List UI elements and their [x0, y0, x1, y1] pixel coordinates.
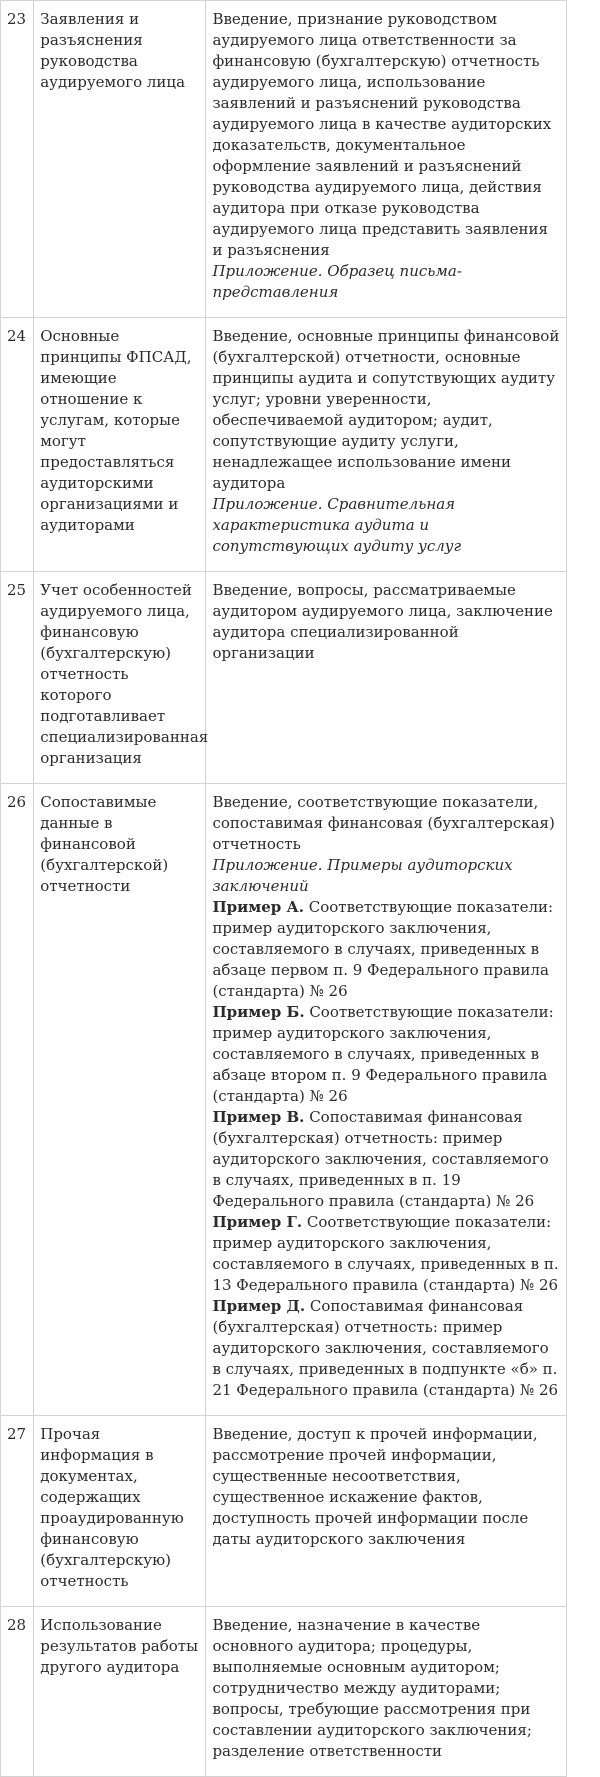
example-text: Сопоставимая финансовая (бухгалтерская) отчетность: пример аудиторского заключения, составляемого в случаях, приведенных в п. 19 Федерального правила (стандарта) № 26	[212, 1108, 549, 1210]
example-text: Соответствующие показатели: пример аудиторского заключения, составляемого в случаях, приведенных в абзаце втором п. 9 Федерального правила (стандарта) № 26	[212, 1003, 554, 1105]
standard-content-cell	[206, 572, 567, 784]
example-label: Пример Б.	[212, 1003, 305, 1021]
standards-table-body	[1, 1, 567, 1777]
table-row	[1, 1607, 567, 1777]
example-text: Соответствующие показатели: пример аудиторского заключения, составляемого в случаях, приведенных в п. 13 Федерального правила (стандарта) № 26	[212, 1213, 559, 1294]
standard-content-cell	[206, 1607, 567, 1777]
standard-content: Введение, назначение в качестве основного аудитора; процедуры, выполняемые основным аудитором; сотрудничество между аудиторами; вопросы, требующие рассмотрения при составлении аудиторского заключения; разделение ответственности	[212, 1616, 532, 1760]
appendix-note: Приложение. Примеры аудиторских заключений	[212, 856, 513, 895]
example-label: Пример В.	[212, 1108, 305, 1126]
table-row	[1, 318, 567, 572]
standard-title: Основные принципы ФПСАД, имеющие отношение к услугам, которые могут предоставляться аудиторскими организациями и аудиторами	[34, 318, 206, 572]
row-number: 25	[1, 572, 34, 784]
standard-title: Использование результатов работы другого аудитора	[34, 1607, 206, 1777]
standard-content: Введение, основные принципы финансовой (бухгалтерской) отчетности, основные принципы аудита и сопутствующих аудиту услуг; уровни уверенности, обеспечиваемой аудитором; аудит, сопутствующие аудиту услуги, ненадлежащее использование имени аудитора	[212, 327, 560, 492]
example-item	[212, 1107, 560, 1212]
example-item	[212, 1212, 560, 1296]
table-row	[1, 784, 567, 1416]
appendix-note: Приложение. Сравнительная характеристика аудита и сопутствующих аудиту услуг	[212, 495, 462, 555]
example-text: Соответствующие показатели: пример аудиторского заключения, составляемого в случаях, приведенных в абзаце первом п. 9 Федерального правила (стандарта) № 26	[212, 898, 554, 1000]
example-label: Пример Г.	[212, 1213, 303, 1231]
standard-content: Введение, соответствующие показатели, сопоставимая финансовая (бухгалтерская) отчетность	[212, 793, 555, 853]
standard-title: Учет особенностей аудируемого лица, финансовую (бухгалтерскую) отчетность которого подготавливает специализированная организация	[34, 572, 206, 784]
standard-title: Прочая информация в документах, содержащих проаудированную финансовую (бухгалтерскую) отчетность	[34, 1416, 206, 1607]
row-number: 27	[1, 1416, 34, 1607]
standard-content: Введение, доступ к прочей информации, рассмотрение прочей информации, существенные несоответствия, существенное искажение фактов, доступность прочей информации после даты аудиторского заключения	[212, 1425, 538, 1548]
example-item	[212, 1296, 560, 1401]
example-item	[212, 897, 560, 1002]
example-label: Пример Д.	[212, 1297, 306, 1315]
standard-content-cell	[206, 318, 567, 572]
row-number: 24	[1, 318, 34, 572]
example-text: Сопоставимая финансовая (бухгалтерская) отчетность: пример аудиторского заключения, составляемого в случаях, приведенных в подпункте «б» п. 21 Федерального правила (стандарта) № 26	[212, 1297, 559, 1399]
row-number: 26	[1, 784, 34, 1416]
standard-title: Заявления и разъяснения руководства аудируемого лица	[34, 1, 206, 318]
row-number: 28	[1, 1607, 34, 1777]
example-item	[212, 1002, 560, 1107]
standard-content-cell	[206, 1416, 567, 1607]
standard-content: Введение, вопросы, рассматриваемые аудитором аудируемого лица, заключение аудитора специализированной организации	[212, 581, 553, 662]
example-label: Пример А.	[212, 898, 304, 916]
table-row	[1, 1, 567, 318]
appendix-note: Приложение. Образец письма-представления	[212, 262, 462, 301]
standard-content-cell	[206, 784, 567, 1416]
standard-content-cell	[206, 1, 567, 318]
standard-title: Сопоставимые данные в финансовой (бухгалтерской) отчетности	[34, 784, 206, 1416]
table-row	[1, 1416, 567, 1607]
row-number: 23	[1, 1, 34, 318]
standard-content: Введение, признание руководством аудируемого лица ответственности за финансовую (бухгалтерскую) отчетность аудируемого лица, использование заявлений и разъяснений руководства аудируемого лица в качестве аудиторских доказательств, документальное оформление заявлений и разъяснений руководства аудируемого лица, действия аудитора при отказе руководства аудируемого лица представить заявления и разъяснения	[212, 10, 552, 259]
table-row	[1, 572, 567, 784]
